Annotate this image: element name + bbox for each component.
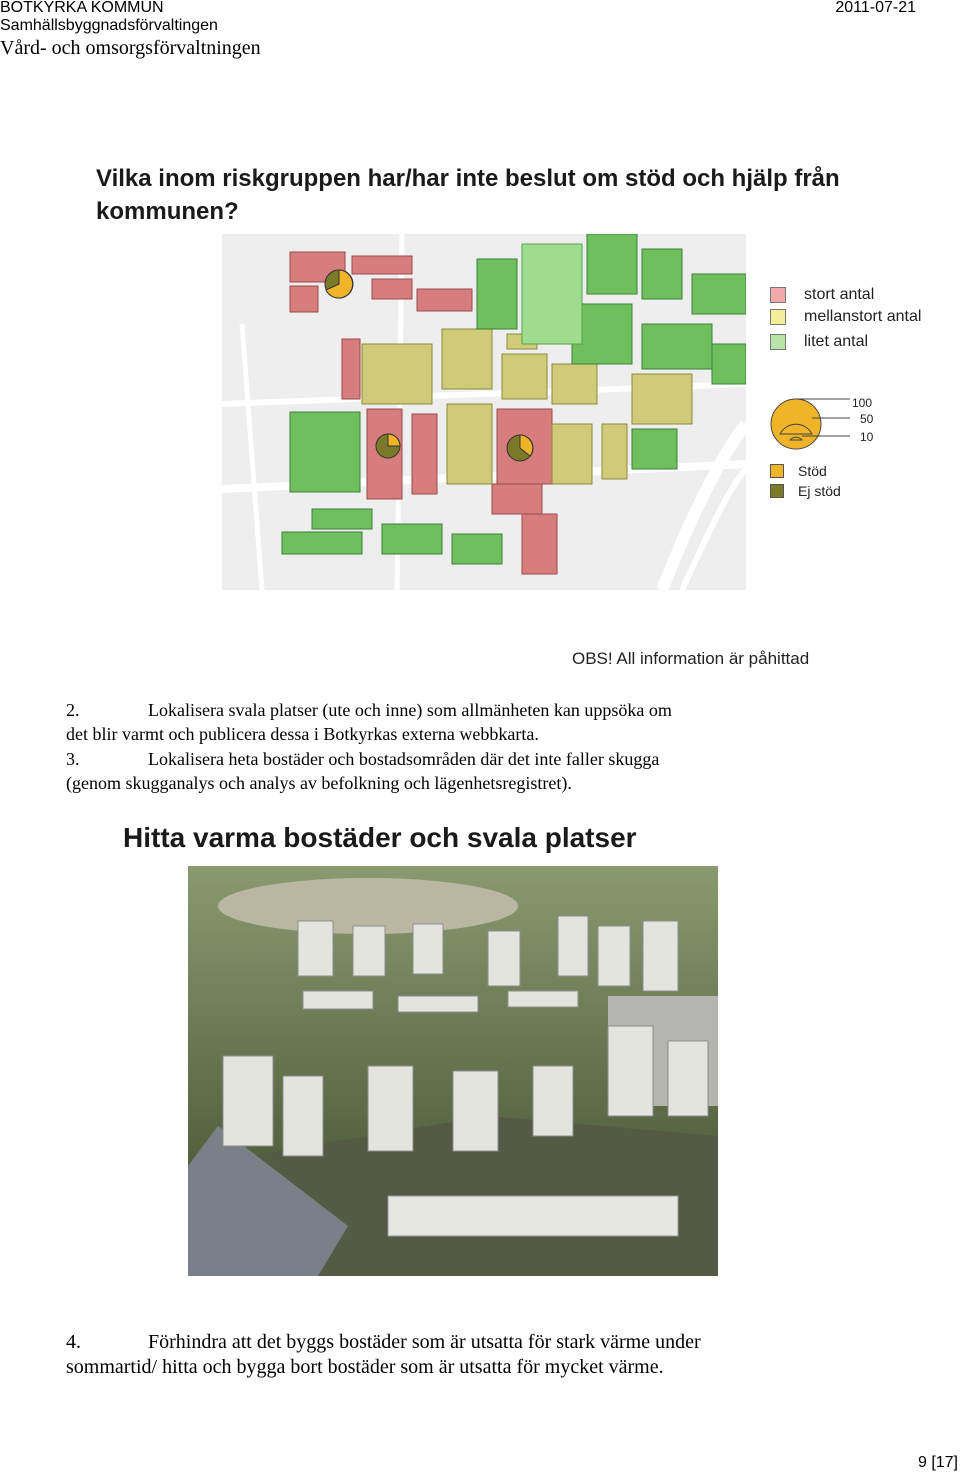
risk-map [222,234,746,590]
list-text: det blir varmt och publicera dessa i Botkyrkas externa webbkarta. [66,724,539,744]
list-item-3 [66,747,826,795]
list-number: 3. [66,749,80,769]
header-subdepartment: Vård- och omsorgsförvaltningen [0,37,261,59]
legend-label-mellanstort: mellanstort antal [804,308,922,325]
list-text: sommartid/ hitta och bygga bort bostäder som är utsatta för mycket värme. [66,1356,664,1378]
scale-label-10: 10 [860,430,874,444]
legend-swatch-mellanstort [770,309,786,325]
legend-item-stod [770,463,827,479]
header-org: BOTKYRKA KOMMUN [0,0,164,16]
legend-swatch-stod [770,464,784,478]
legend-item-litet [770,333,868,351]
list-number: 4. [66,1331,81,1353]
header-date: 2011-07-21 [835,0,916,16]
list-item-2 [66,698,826,746]
legend-label-ej-stod: Ej stöd [798,483,841,499]
legend-swatch-ej-stod [770,484,784,498]
legend-label-stod: Stöd [798,463,827,479]
legend-item-mellanstort [770,308,921,326]
list-number: 2. [66,700,80,720]
list-item-4 [66,1330,866,1380]
scale-label-100: 100 [852,396,873,410]
legend-swatch-stort [770,287,786,303]
slide2-title: Hitta varma bostäder och svala platser [123,822,637,853]
legend-item-stort [770,286,874,304]
support-pie-marker [376,434,400,458]
support-pie-marker [325,270,353,298]
list-text: Förhindra att det byggs bostäder som är utsatta för stark värme under [148,1331,701,1353]
disclaimer: OBS! All information är påhittad [572,649,810,668]
header-department: Samhällsbyggnadsförvaltingen [0,17,218,34]
list-text: Lokalisera heta bostäder och bostadsområden där det inte faller skugga [148,749,660,769]
slide1-title: Vilka inom riskgruppen har/har inte beslut om stöd och hjälp från kommunen? [96,165,840,225]
aerial-photo [188,866,718,1276]
list-text: (genom skugganalys och analys av befolkning och lägenhetsregistret). [66,773,572,793]
legend-swatch-litet [770,334,786,350]
legend-label-litet: litet antal [804,333,869,350]
legend-label-stort: stort antal [804,286,875,303]
size-scale-icon [770,396,856,452]
support-pie-marker [507,435,533,461]
page-number: 9 [17] [917,1454,958,1471]
scale-label-50: 50 [860,412,874,426]
list-text: Lokalisera svala platser (ute och inne) som allmänheten kan uppsöka om [148,700,672,720]
legend-item-ej-stod [770,483,841,499]
